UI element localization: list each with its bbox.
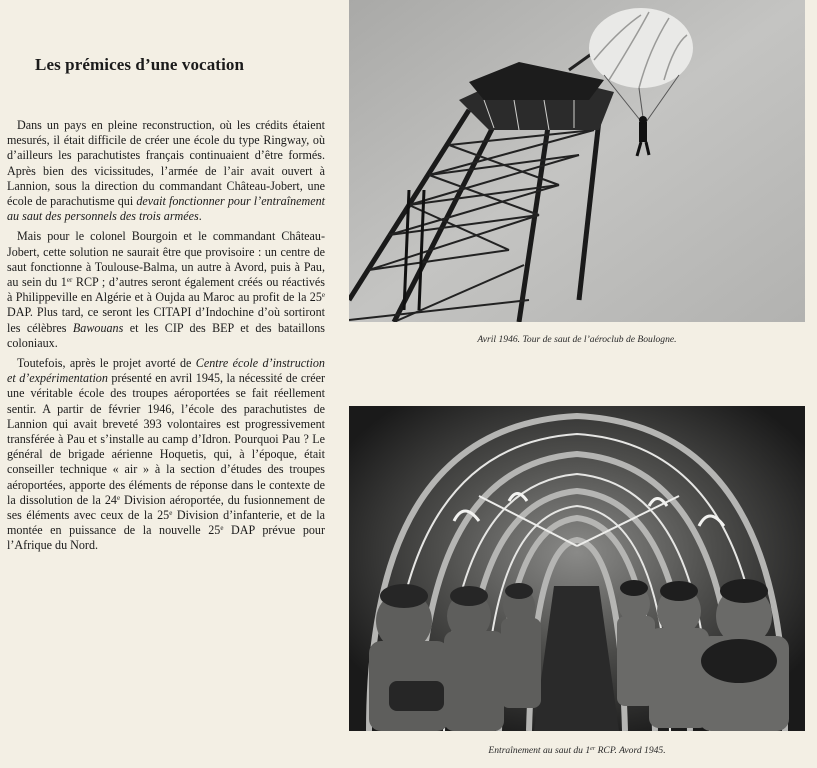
article-body [7, 118, 325, 559]
jump-tower-photo [349, 0, 805, 322]
p3-text-e: DAP prévue pour l’Afrique du Nord. [7, 523, 325, 553]
photo-2-caption [349, 745, 805, 756]
p3-italic: Centre école d’instruction et d’expérimentation [7, 356, 325, 386]
caption-2-text-a: Entraînement au saut du 1 [488, 745, 591, 756]
article-title: Les prémices d’une vocation [35, 55, 245, 74]
jump-tower-illustration [349, 0, 805, 322]
article-column [7, 0, 325, 768]
paratroopers-photo [349, 406, 805, 731]
p2-superscript-1: er [66, 276, 73, 285]
p1-text-a: Dans un pays en pleine reconstruction, où les crédits étaient mesurés, il était difficile de créer une école du type Ringway, où d’ailleurs les parachutistes français continuaient d’être formés. Après bien des vicissitudes, l’armée de l’air avait ouvert à Lannion, sous la direction du commandant Château-Jobert, une école de parachutisme qui [7, 118, 325, 209]
p3-text-d: Division d’infanterie, et de la montée en puissance de la nouvelle 25 [7, 508, 326, 538]
p2-text-c: DAP. Plus tard, ce seront les CITAPI d’Indochine d’où sortiront les célèbres [7, 305, 325, 335]
p2-text-d: et les CIP des BEP et des bataillons coloniaux. [7, 320, 325, 350]
p2-superscript-2: e [321, 291, 325, 300]
p3-superscript-1: e [116, 493, 121, 502]
p3-superscript-2: e [169, 509, 173, 518]
p3-text-b: présenté en avril 1945, la nécessité de créer une véritable école des troupes aéroportées se fait réellement sentir. A partir de février 1946, l’école des parachutistes de Lannion qui avait breveté 393 volontaires est progressivement transférée à Pau et s’installe au camp d’Idron. Pourquoi Pau ? Le général de brigade aérienne Hoquetis, qui, à l’époque, était conseiller technique « air » à la section d’études des troupes aéroportées, apporte des éléments de réponse dans le contexte de la dissolution de la 24 [7, 371, 325, 507]
p1-text-b: . [198, 209, 202, 224]
paragraph-3 [7, 356, 325, 554]
paragraph-2 [7, 229, 325, 351]
p2-text-a: Mais pour le colonel Bourgoin et le commandant Château-Jobert, cette solution ne saurait être que provisoire : un centre de saut fonctionne à Toulouse-Balma, un autre à Avord, puis à Pau, au sein du 1 [7, 229, 325, 290]
caption-2-text-b: RCP. Avord 1945. [595, 745, 666, 756]
photo-1-caption: Avril 1946. Tour de saut de l’aéroclub de Boulogne. [477, 334, 677, 345]
p3-text-c: Division aéroportée, du fusionnement de ses éléments avec ceux de la 25 [7, 492, 325, 523]
paragraph-1 [7, 118, 325, 224]
p3-superscript-3: e [220, 524, 224, 533]
p2-italic: Bawouans [72, 320, 124, 335]
p1-italic: devait fonctionner pour l’entraînement au saut des personnels des trois armées [7, 194, 326, 224]
p3-text-a: Toutefois, après le projet avorté de [17, 356, 196, 371]
p2-text-b: RCP ; d’autres seront également créés ou réactivés à Philippeville en Algérie et à Oujda au Maroc au profit de la 25 [7, 275, 326, 305]
caption-2-superscript: er [590, 746, 596, 752]
aircraft-interior-illustration [349, 406, 805, 731]
